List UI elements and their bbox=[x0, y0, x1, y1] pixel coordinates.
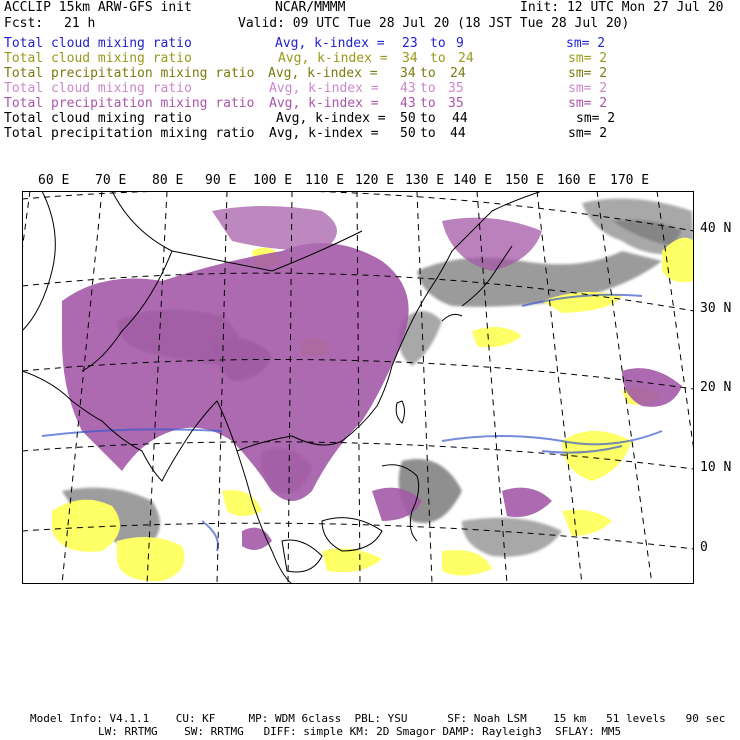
legend-field-name: Total cloud mixing ratio bbox=[4, 111, 192, 126]
legend-smoothing: sm= 2 bbox=[568, 51, 608, 66]
legend-k-start: 34 bbox=[400, 66, 416, 81]
legend-k-end: 35 bbox=[448, 96, 464, 111]
legend-k-start: 34 bbox=[402, 51, 418, 66]
model-info-line-1: Model Info: V4.1.1 CU: KF MP: WDM 6class PBL: YSU SF: Noah LSM 15 km 51 levels 90 sec bbox=[30, 712, 726, 725]
legend-avg-label: Avg, k-index = bbox=[268, 66, 378, 81]
legend-smoothing: sm= 2 bbox=[568, 81, 608, 96]
legend-avg-label: Avg, k-index = bbox=[278, 51, 388, 66]
longitude-tick-label: 110 E bbox=[305, 173, 345, 188]
legend-smoothing: sm= 2 bbox=[566, 36, 606, 51]
longitude-tick-label: 100 E bbox=[253, 173, 293, 188]
legend-k-start: 23 bbox=[402, 36, 418, 51]
legend-k-end: 44 bbox=[452, 111, 468, 126]
model-info-line-2: LW: RRTMG SW: RRTMG DIFF: simple KM: 2D Smagor DAMP: Rayleigh3 SFLAY: MM5 bbox=[98, 725, 622, 738]
cloud-mixing-ratio-map bbox=[22, 191, 694, 584]
longitude-tick-label: 140 E bbox=[453, 173, 493, 188]
legend-k-end: 24 bbox=[450, 66, 466, 81]
legend-to-label: to bbox=[420, 81, 436, 96]
legend-k-start: 43 bbox=[400, 96, 416, 111]
forecast-label: Fcst: bbox=[4, 16, 44, 31]
legend-k-start: 50 bbox=[400, 126, 416, 141]
legend-field-name: Total cloud mixing ratio bbox=[4, 51, 192, 66]
longitude-tick-label: 150 E bbox=[505, 173, 545, 188]
latitude-tick-label: 40 N bbox=[700, 221, 732, 236]
legend-avg-label: Avg, k-index = bbox=[275, 36, 385, 51]
legend-k-end: 9 bbox=[456, 36, 464, 51]
forecast-hour: 21 h bbox=[64, 16, 96, 31]
legend-k-start: 50 bbox=[400, 111, 416, 126]
valid-time: Valid: 09 UTC Tue 28 Jul 20 (18 JST Tue 28 Jul 20) bbox=[238, 16, 630, 31]
legend-smoothing: sm= 2 bbox=[568, 96, 608, 111]
longitude-tick-label: 90 E bbox=[205, 173, 237, 188]
latitude-tick-label: 0 bbox=[700, 540, 708, 555]
legend-avg-label: Avg, k-index = bbox=[276, 111, 386, 126]
legend-to-label: to bbox=[420, 126, 436, 141]
longitude-tick-label: 160 E bbox=[557, 173, 597, 188]
legend-to-label: to bbox=[420, 96, 436, 111]
legend-to-label: to bbox=[430, 36, 446, 51]
longitude-tick-label: 70 E bbox=[95, 173, 127, 188]
legend-smoothing: sm= 2 bbox=[568, 66, 608, 81]
legend-to-label: to bbox=[420, 111, 436, 126]
legend-field-name: Total precipitation mixing ratio bbox=[4, 66, 255, 81]
legend-smoothing: sm= 2 bbox=[568, 126, 608, 141]
legend-k-end: 44 bbox=[450, 126, 466, 141]
longitude-tick-label: 80 E bbox=[152, 173, 184, 188]
legend-k-start: 43 bbox=[400, 81, 416, 96]
legend-k-end: 24 bbox=[458, 51, 474, 66]
longitude-tick-label: 130 E bbox=[405, 173, 445, 188]
legend-to-label: to bbox=[420, 66, 436, 81]
legend-field-name: Total precipitation mixing ratio bbox=[4, 126, 255, 141]
latitude-tick-label: 20 N bbox=[700, 380, 732, 395]
legend-avg-label: Avg, k-index = bbox=[269, 81, 379, 96]
latitude-tick-label: 10 N bbox=[700, 460, 732, 475]
legend-k-end: 35 bbox=[448, 81, 464, 96]
legend-field-name: Total precipitation mixing ratio bbox=[4, 96, 255, 111]
legend-to-label: to bbox=[430, 51, 446, 66]
model-title: ACCLIP 15km ARW-GFS init bbox=[4, 0, 192, 15]
legend-field-name: Total cloud mixing ratio bbox=[4, 81, 192, 96]
legend-field-name: Total cloud mixing ratio bbox=[4, 36, 192, 51]
legend-avg-label: Avg, k-index = bbox=[269, 126, 379, 141]
latitude-tick-label: 30 N bbox=[700, 301, 732, 316]
longitude-tick-label: 170 E bbox=[610, 173, 650, 188]
init-time: Init: 12 UTC Mon 27 Jul 20 bbox=[520, 0, 724, 15]
legend-avg-label: Avg, k-index = bbox=[269, 96, 379, 111]
longitude-tick-label: 120 E bbox=[355, 173, 395, 188]
legend-smoothing: sm= 2 bbox=[576, 111, 616, 126]
longitude-tick-label: 60 E bbox=[38, 173, 70, 188]
organization-label: NCAR/MMMM bbox=[275, 0, 346, 15]
